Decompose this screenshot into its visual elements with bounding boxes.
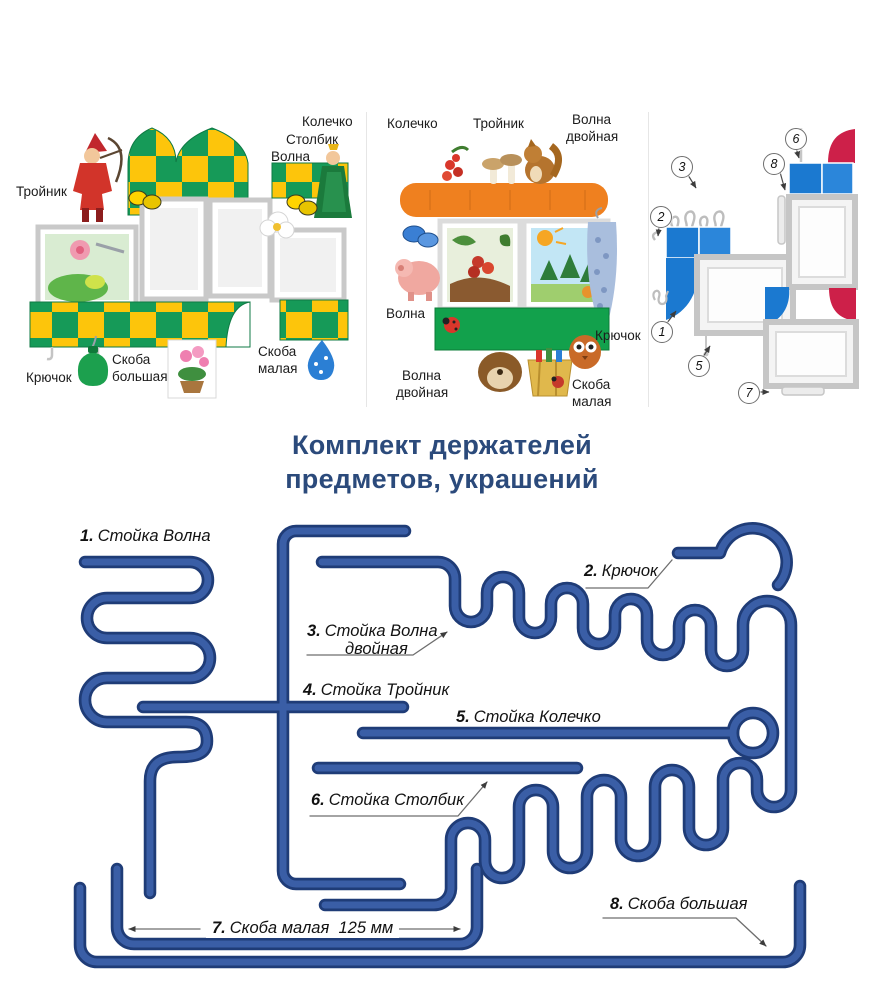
coil-icon (653, 291, 668, 304)
mid-label-volna-dvoynaya-bot-1: Волна (402, 368, 442, 383)
diagram-label-3 (307, 622, 438, 641)
callout-3: 3 (671, 156, 693, 178)
diagram-label-3-text1: Стойка Волна (324, 622, 438, 640)
left-label-skoba-malaya-2: малая (258, 361, 298, 376)
diagram-label-5-num: 5. (456, 708, 470, 726)
mini-hook-icon (653, 232, 658, 240)
diagram-label-4 (303, 681, 449, 700)
flower-card-icon (168, 340, 216, 398)
diagram-label-6-num: 6. (311, 791, 325, 809)
squirrel-icon (524, 139, 559, 184)
mid-label-skoba-malaya-2: малая (572, 394, 612, 409)
page-title-line1: Комплект держателей (291, 430, 593, 460)
mid-label-kryuchok: Крючок (595, 328, 641, 343)
diagram-label-4-num: 4. (303, 681, 317, 699)
left-label-kolechko: Колечко (302, 114, 353, 129)
diagram-label-5 (456, 708, 601, 727)
diagram-label-1-num: 1. (80, 527, 94, 545)
diagram-label-6-text: Стойка Столбик (328, 791, 464, 809)
diagram-label-5-text: Стойка Колечко (473, 708, 601, 726)
diagram-label-8-text: Скоба большая (627, 895, 748, 913)
diagram-label-7-text: Скоба малая (229, 919, 330, 937)
diagram-label-2 (584, 562, 658, 581)
panel-middle-art (395, 139, 617, 396)
diagram-label-2-num: 2. (584, 562, 598, 580)
left-label-kryuchok: Крючок (26, 370, 72, 385)
left-label-volna: Волна (271, 149, 311, 164)
left-panel-bottom-band (30, 302, 250, 347)
mushrooms-icon (482, 154, 522, 184)
diagram-label-1 (80, 527, 211, 546)
panel-left-art (30, 128, 352, 398)
blue-drop-icon (308, 340, 334, 380)
frog-picture (38, 227, 136, 307)
autumn-picture (440, 221, 520, 309)
diagram-label-7-size: 125 мм (338, 919, 394, 937)
princess-figure-icon (314, 144, 352, 218)
diagram-label-7 (206, 919, 399, 938)
archer-figure-icon (73, 133, 122, 222)
left-panel-frames (142, 199, 344, 300)
diagram-label-2-text: Крючок (601, 562, 658, 580)
left-label-stolbik: Столбик (286, 132, 339, 147)
mid-label-volna: Волна (386, 306, 426, 321)
diagram-label-8-num: 8. (610, 895, 624, 913)
left-label-troynik: Тройник (16, 184, 67, 199)
mid-label-volna-dvoynaya-top-2: двойная (566, 129, 619, 144)
callout-5: 5 (688, 355, 710, 377)
mid-label-volna-dvoynaya-top-1: Волна (572, 112, 612, 127)
mid-label-kolechko: Колечко (387, 116, 438, 131)
mid-label-volna-dvoynaya-bot-2: двойная (396, 385, 449, 400)
diagram-label-1-text: Стойка Волна (97, 527, 211, 545)
hedgehog-icon (478, 352, 522, 392)
panel-divider-left (366, 112, 367, 407)
diagram-label-6 (311, 791, 464, 810)
callout-2: 2 (650, 206, 672, 228)
left-label-skoba-malaya-1: Скоба (258, 344, 297, 359)
diagram-label-7-num: 7. (212, 919, 226, 937)
panel-divider-right (648, 112, 649, 407)
page-title-line2: предметов, украшений (285, 464, 599, 494)
mid-label-troynik: Тройник (473, 116, 524, 131)
callout-8: 8 (763, 153, 785, 175)
callout-6: 6 (785, 128, 807, 150)
rowan-berries-icon (442, 147, 468, 181)
left-panel-bottom-right-band (280, 300, 348, 340)
diagram-label-8 (610, 895, 747, 914)
mid-label-skoba-malaya-1: Скоба (572, 377, 611, 392)
left-label-skoba-bolshaya-1: Скоба (112, 352, 151, 367)
pig-icon (395, 259, 440, 301)
diagram-label-4-text: Стойка Тройник (320, 681, 450, 699)
butterfly-blue-icon (403, 226, 438, 247)
callout-7: 7 (738, 382, 760, 404)
page-title (0, 428, 884, 496)
orange-roof (400, 183, 608, 217)
callout-1: 1 (651, 321, 673, 343)
diagram-label-3b (345, 640, 408, 659)
left-label-skoba-bolshaya-2: большая (112, 369, 168, 384)
diagram-label-3-text2: двойная (345, 640, 408, 658)
basket-icon (528, 348, 572, 396)
diagram-label-3-num: 3. (307, 622, 321, 640)
